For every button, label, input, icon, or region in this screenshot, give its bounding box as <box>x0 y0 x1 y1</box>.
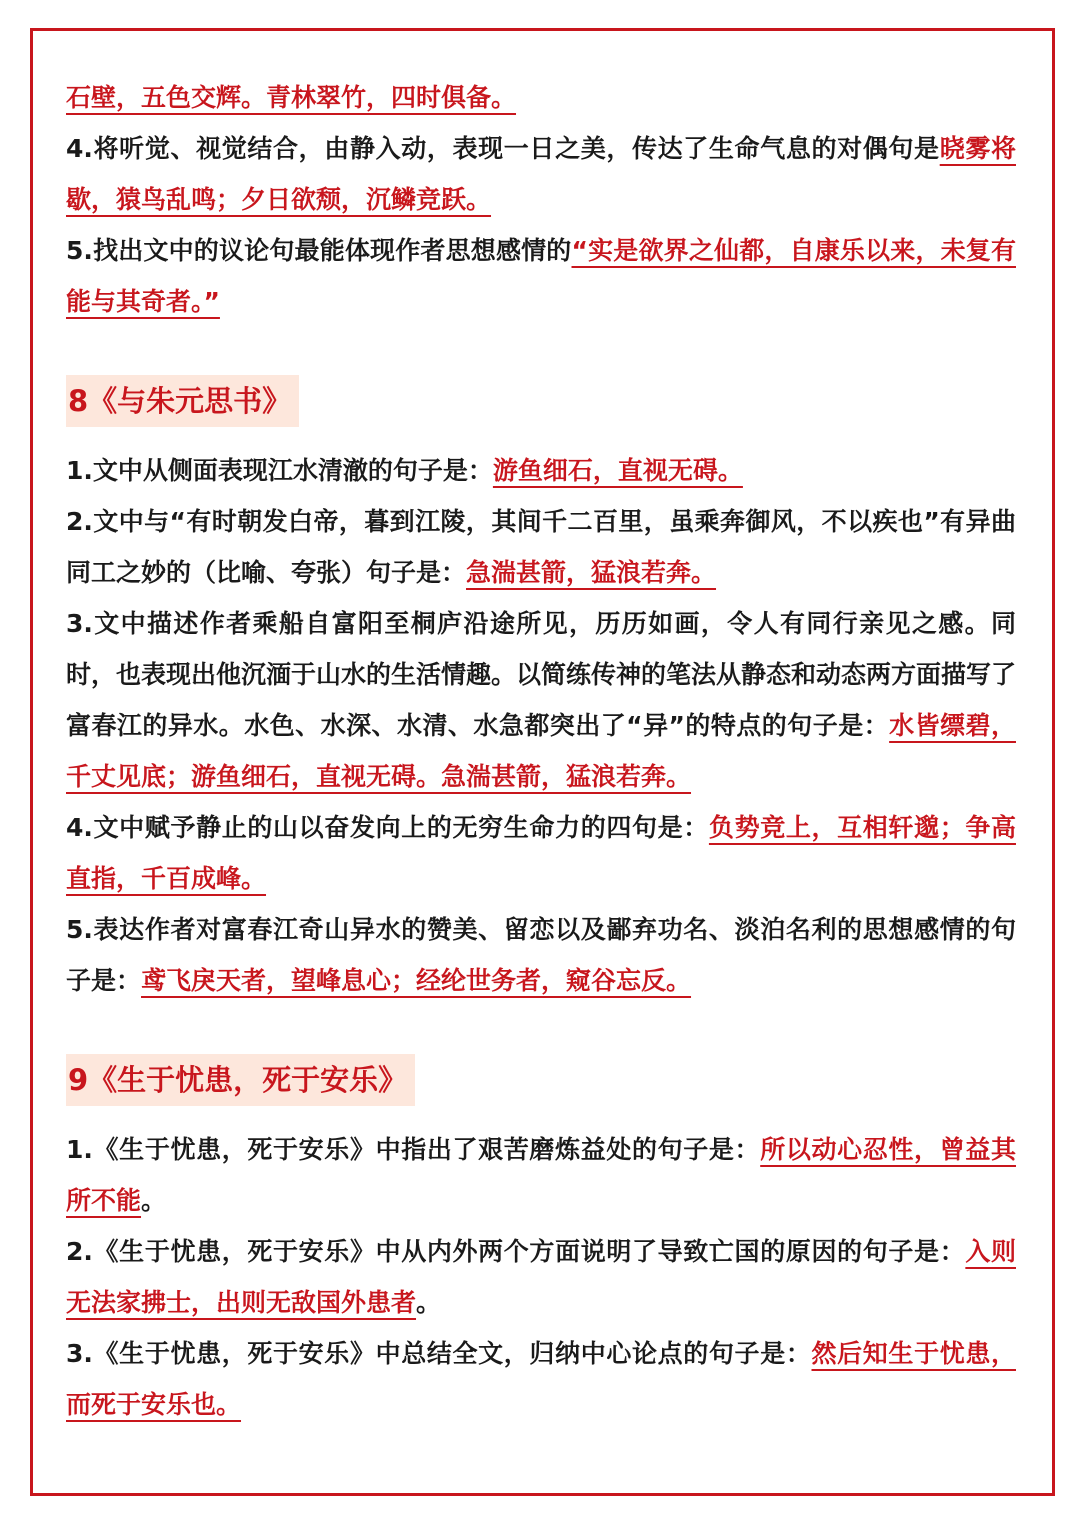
end-punctuation: 。 <box>141 1186 167 1215</box>
answer-text: 然后知生于忧患，而死于安乐也。 <box>66 1339 1016 1419</box>
end-punctuation: 。 <box>416 1288 442 1317</box>
answer-text: 游鱼细石，直视无碍。 <box>492 456 743 485</box>
answer-text: 晓雾将歇，猿鸟乱鸣；夕日欲颓，沉鳞竞跃。 <box>66 134 1016 214</box>
prev-item-4 <box>66 123 1016 225</box>
s8-item-3 <box>66 598 1016 802</box>
question-text: 2.《生于忧患，死于安乐》中从内外两个方面说明了导致亡国的原因的句子是： <box>66 1237 966 1266</box>
question-text: 5.找出文中的议论句最能体现作者思想感情的 <box>66 236 572 265</box>
question-text: 1.文中从侧面表现江水清澈的句子是： <box>66 456 493 485</box>
question-text: 4.文中赋予静止的山以奋发向上的无穷生命力的四句是： <box>66 813 709 842</box>
question-text: 3.文中描述作者乘船自富阳至桐庐沿途所见，历历如画，令人有同行亲见之感。同时，也表现出他沉湎于山水的生活情趣。以简练传神的笔法从静态和动态两方面描写了富春江的异水。水色、水深、水清、水急都突出了“异”的特点的句子是： <box>66 609 1017 740</box>
answer-text: 入则无法家拂士，出则无敌国外患者 <box>66 1237 1016 1317</box>
question-text: 4.将听觉、视觉结合，由静入动，表现一日之美，传达了生命气息的对偶句是 <box>66 134 940 163</box>
s8-item-1 <box>66 445 1016 496</box>
s8-item-2 <box>66 496 1016 598</box>
section-8-title: 8《与朱元思书》 <box>66 375 299 427</box>
answer-text: 急湍甚箭，猛浪若奔。 <box>466 558 717 587</box>
question-text: 2.文中与“有时朝发白帝，暮到江陵，其间千二百里，虽乘奔御风，不以疾也”有异曲同工之妙的（比喻、夸张）句子是： <box>66 507 1016 587</box>
s8-item-4 <box>66 802 1016 904</box>
answer-text: 所以动心忍性，曾益其所不能 <box>66 1135 1016 1215</box>
answer-text: 石壁，五色交辉。青林翠竹，四时俱备。 <box>66 83 517 112</box>
s9-item-3 <box>66 1328 1016 1430</box>
question-text: 5.表达作者对富春江奇山异水的赞美、留恋以及鄙弃功名、淡泊名利的思想感情的句子是： <box>66 915 1016 995</box>
answer-text: “实是欲界之仙都，自康乐以来，未复有能与其奇者。” <box>66 236 1016 316</box>
answer-text: 负势竞上，互相轩邈；争高直指，千百成峰。 <box>66 813 1016 893</box>
prev-item-3-tail <box>66 72 1016 123</box>
answer-text: 水皆缥碧，千丈见底；游鱼细石，直视无碍。急湍甚箭，猛浪若奔。 <box>66 711 1016 791</box>
document-body <box>66 72 1016 1430</box>
question-text: 3.《生于忧患，死于安乐》中总结全文，归纳中心论点的句子是： <box>66 1339 812 1368</box>
section-9 <box>66 1054 1016 1430</box>
answer-text: 鸢飞戾天者，望峰息心；经纶世务者，窥谷忘反。 <box>141 966 692 995</box>
question-text: 1.《生于忧患，死于安乐》中指出了艰苦磨炼益处的句子是： <box>66 1135 761 1164</box>
s9-item-1 <box>66 1124 1016 1226</box>
prev-item-5 <box>66 225 1016 327</box>
section-8 <box>66 375 1016 1006</box>
s9-item-2 <box>66 1226 1016 1328</box>
s8-item-5 <box>66 904 1016 1006</box>
section-9-title: 9《生于忧患，死于安乐》 <box>66 1054 415 1106</box>
